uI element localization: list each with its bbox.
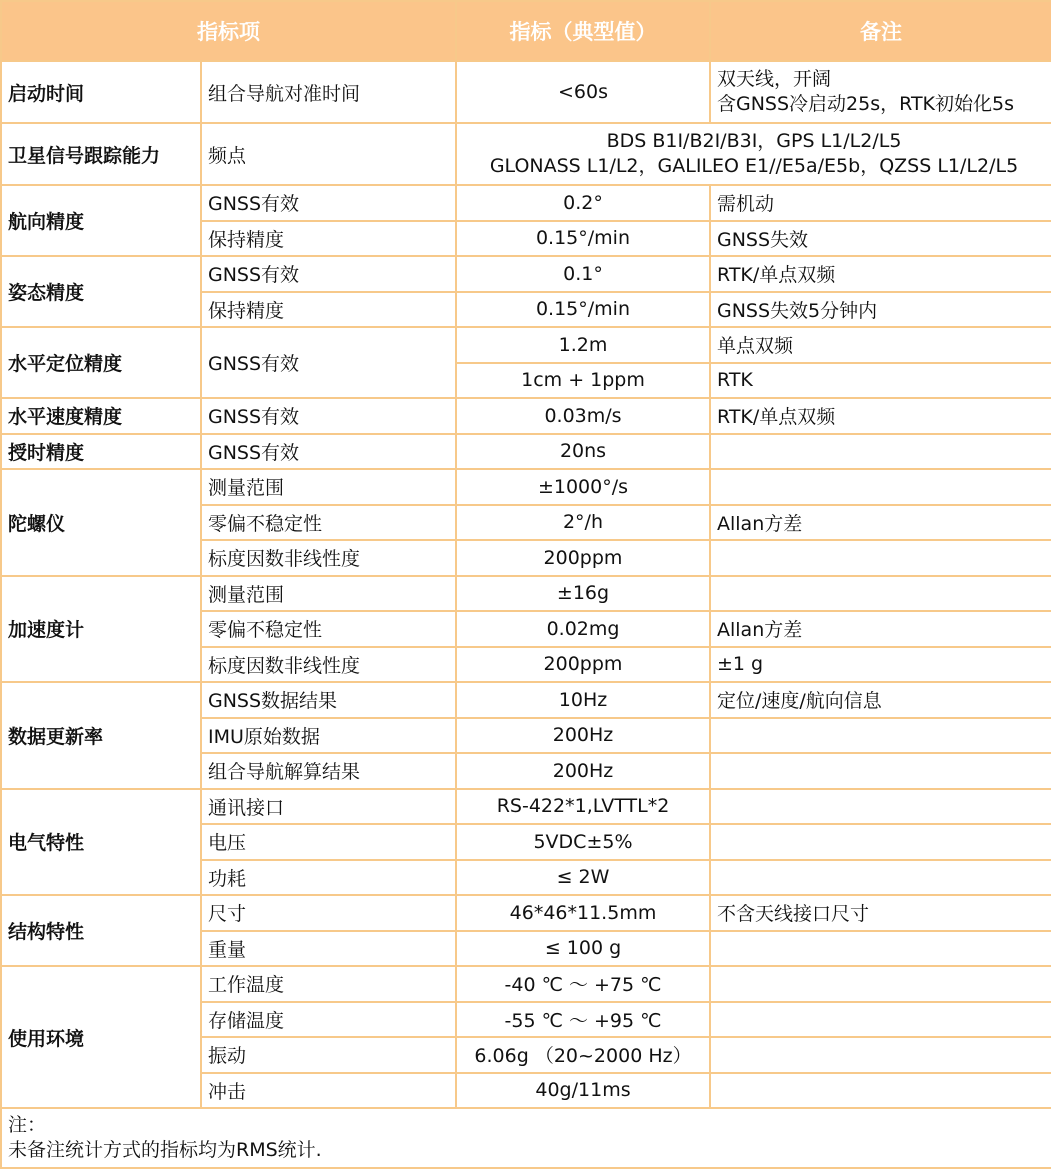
note-cell: 定位/速度/航向信息 xyxy=(710,682,1051,718)
item-cell: GNSS有效 xyxy=(201,398,456,434)
note-cell xyxy=(710,1073,1051,1109)
value-cell: 10Hz xyxy=(456,682,710,718)
value-cell: 0.1° xyxy=(456,256,710,292)
note-cell xyxy=(710,966,1051,1002)
table-row xyxy=(1,895,1051,931)
note-cell xyxy=(710,1037,1051,1073)
category-cell: 水平定位精度 xyxy=(1,327,201,398)
value-cell: 200Hz xyxy=(456,753,710,789)
value-cell: 2°/h xyxy=(456,505,710,541)
item-cell: GNSS有效 xyxy=(201,256,456,292)
table-row xyxy=(1,576,1051,612)
item-cell: GNSS有效 xyxy=(201,185,456,221)
item-cell: 保持精度 xyxy=(201,292,456,328)
value-cell: 200ppm xyxy=(456,540,710,576)
note-cell: 不含天线接口尺寸 xyxy=(710,895,1051,931)
value-cell: RS-422*1,LVTTL*2 xyxy=(456,789,710,825)
footnote-row xyxy=(1,1108,1051,1168)
value-cell: 6.06g （20~2000 Hz） xyxy=(456,1037,710,1073)
footnote xyxy=(1,1108,1051,1168)
value-cell: ≤ 100 g xyxy=(456,931,710,967)
value-line: GLONASS L1/L2，GALILEO E1//E5a/E5b，QZSS L1/L2/L5 xyxy=(489,155,1019,177)
item-cell: 组合导航对准时间 xyxy=(201,61,456,123)
value-cell: ≤ 2W xyxy=(456,860,710,896)
note-cell: GNSS失效 xyxy=(710,221,1051,257)
item-cell: 标度因数非线性度 xyxy=(201,540,456,576)
header-row xyxy=(1,1,1051,61)
value-cell: -55 ℃ ～ +95 ℃ xyxy=(456,1002,710,1038)
category-cell: 加速度计 xyxy=(1,576,201,683)
item-cell: 功耗 xyxy=(201,860,456,896)
footnote-label: 注： xyxy=(8,1114,47,1136)
item-cell: 工作温度 xyxy=(201,966,456,1002)
value-cell: 0.2° xyxy=(456,185,710,221)
category-cell: 启动时间 xyxy=(1,61,201,123)
value-cell: 46*46*11.5mm xyxy=(456,895,710,931)
item-cell: 零偏不稳定性 xyxy=(201,505,456,541)
table-row xyxy=(1,469,1051,505)
note-cell: Allan方差 xyxy=(710,611,1051,647)
value-cell: 0.02mg xyxy=(456,611,710,647)
note-cell: Allan方差 xyxy=(710,505,1051,541)
note-cell xyxy=(710,789,1051,825)
table-row xyxy=(1,185,1051,221)
value-cell: 200ppm xyxy=(456,647,710,683)
footnote-text: 未备注统计方式的指标均为RMS统计. xyxy=(8,1139,322,1161)
category-cell: 结构特性 xyxy=(1,895,201,966)
value-cell: ±16g xyxy=(456,576,710,612)
note-cell: GNSS失效5分钟内 xyxy=(710,292,1051,328)
note-cell xyxy=(710,576,1051,612)
table-row xyxy=(1,61,1051,123)
note-cell: 单点双频 xyxy=(710,327,1051,363)
category-cell: 数据更新率 xyxy=(1,682,201,789)
value-cell: 1cm + 1ppm xyxy=(456,363,710,399)
header-note: 备注 xyxy=(710,1,1051,61)
table-row xyxy=(1,398,1051,434)
item-cell: 冲击 xyxy=(201,1073,456,1109)
item-cell: 组合导航解算结果 xyxy=(201,753,456,789)
item-cell: 标度因数非线性度 xyxy=(201,647,456,683)
item-cell: 频点 xyxy=(201,123,456,185)
value-cell: 200Hz xyxy=(456,718,710,754)
category-cell: 授时精度 xyxy=(1,434,201,470)
item-cell: GNSS有效 xyxy=(201,327,456,398)
note-cell xyxy=(710,931,1051,967)
note-cell xyxy=(710,469,1051,505)
item-cell: GNSS数据结果 xyxy=(201,682,456,718)
value-cell: 0.15°/min xyxy=(456,221,710,257)
item-cell: 测量范围 xyxy=(201,576,456,612)
table-row xyxy=(1,682,1051,718)
note-cell: 需机动 xyxy=(710,185,1051,221)
item-cell: 零偏不稳定性 xyxy=(201,611,456,647)
value-cell: -40 ℃ ～ +75 ℃ xyxy=(456,966,710,1002)
table-row xyxy=(1,123,1051,185)
category-cell: 姿态精度 xyxy=(1,256,201,327)
note-cell xyxy=(710,824,1051,860)
item-cell: 测量范围 xyxy=(201,469,456,505)
note-cell: ±1 g xyxy=(710,647,1051,683)
value-cell: 0.03m/s xyxy=(456,398,710,434)
note-cell xyxy=(710,718,1051,754)
note-line: 含GNSS冷启动25s，RTK初始化5s xyxy=(717,93,1015,115)
note-cell: RTK xyxy=(710,363,1051,399)
value-cell xyxy=(456,123,1051,185)
table-row xyxy=(1,789,1051,825)
value-cell: 40g/11ms xyxy=(456,1073,710,1109)
item-cell: IMU原始数据 xyxy=(201,718,456,754)
category-cell: 水平速度精度 xyxy=(1,398,201,434)
note-line: 双天线，开阔 xyxy=(717,68,832,90)
table-row xyxy=(1,327,1051,363)
item-cell: 存储温度 xyxy=(201,1002,456,1038)
note-cell xyxy=(710,540,1051,576)
category-cell: 航向精度 xyxy=(1,185,201,256)
note-cell xyxy=(710,860,1051,896)
note-cell: RTK/单点双频 xyxy=(710,398,1051,434)
value-cell: ±1000°/s xyxy=(456,469,710,505)
header-value: 指标（典型值） xyxy=(456,1,710,61)
note-cell xyxy=(710,61,1051,123)
note-cell xyxy=(710,434,1051,470)
value-cell: 1.2m xyxy=(456,327,710,363)
note-cell: RTK/单点双频 xyxy=(710,256,1051,292)
value-cell: 5VDC±5% xyxy=(456,824,710,860)
value-cell: 0.15°/min xyxy=(456,292,710,328)
note-cell xyxy=(710,1002,1051,1038)
item-cell: 振动 xyxy=(201,1037,456,1073)
note-cell xyxy=(710,753,1051,789)
table-row xyxy=(1,256,1051,292)
category-cell: 陀螺仪 xyxy=(1,469,201,576)
item-cell: 重量 xyxy=(201,931,456,967)
category-cell: 电气特性 xyxy=(1,789,201,896)
item-cell: 电压 xyxy=(201,824,456,860)
table-row xyxy=(1,966,1051,1002)
table-row xyxy=(1,434,1051,470)
item-cell: GNSS有效 xyxy=(201,434,456,470)
value-cell: 20ns xyxy=(456,434,710,470)
category-cell: 卫星信号跟踪能力 xyxy=(1,123,201,185)
item-cell: 通讯接口 xyxy=(201,789,456,825)
item-cell: 保持精度 xyxy=(201,221,456,257)
value-line: BDS B1I/B2I/B3I，GPS L1/L2/L5 xyxy=(606,130,902,152)
item-cell: 尺寸 xyxy=(201,895,456,931)
category-cell: 使用环境 xyxy=(1,966,201,1108)
value-cell: <60s xyxy=(456,61,710,123)
header-item: 指标项 xyxy=(1,1,456,61)
